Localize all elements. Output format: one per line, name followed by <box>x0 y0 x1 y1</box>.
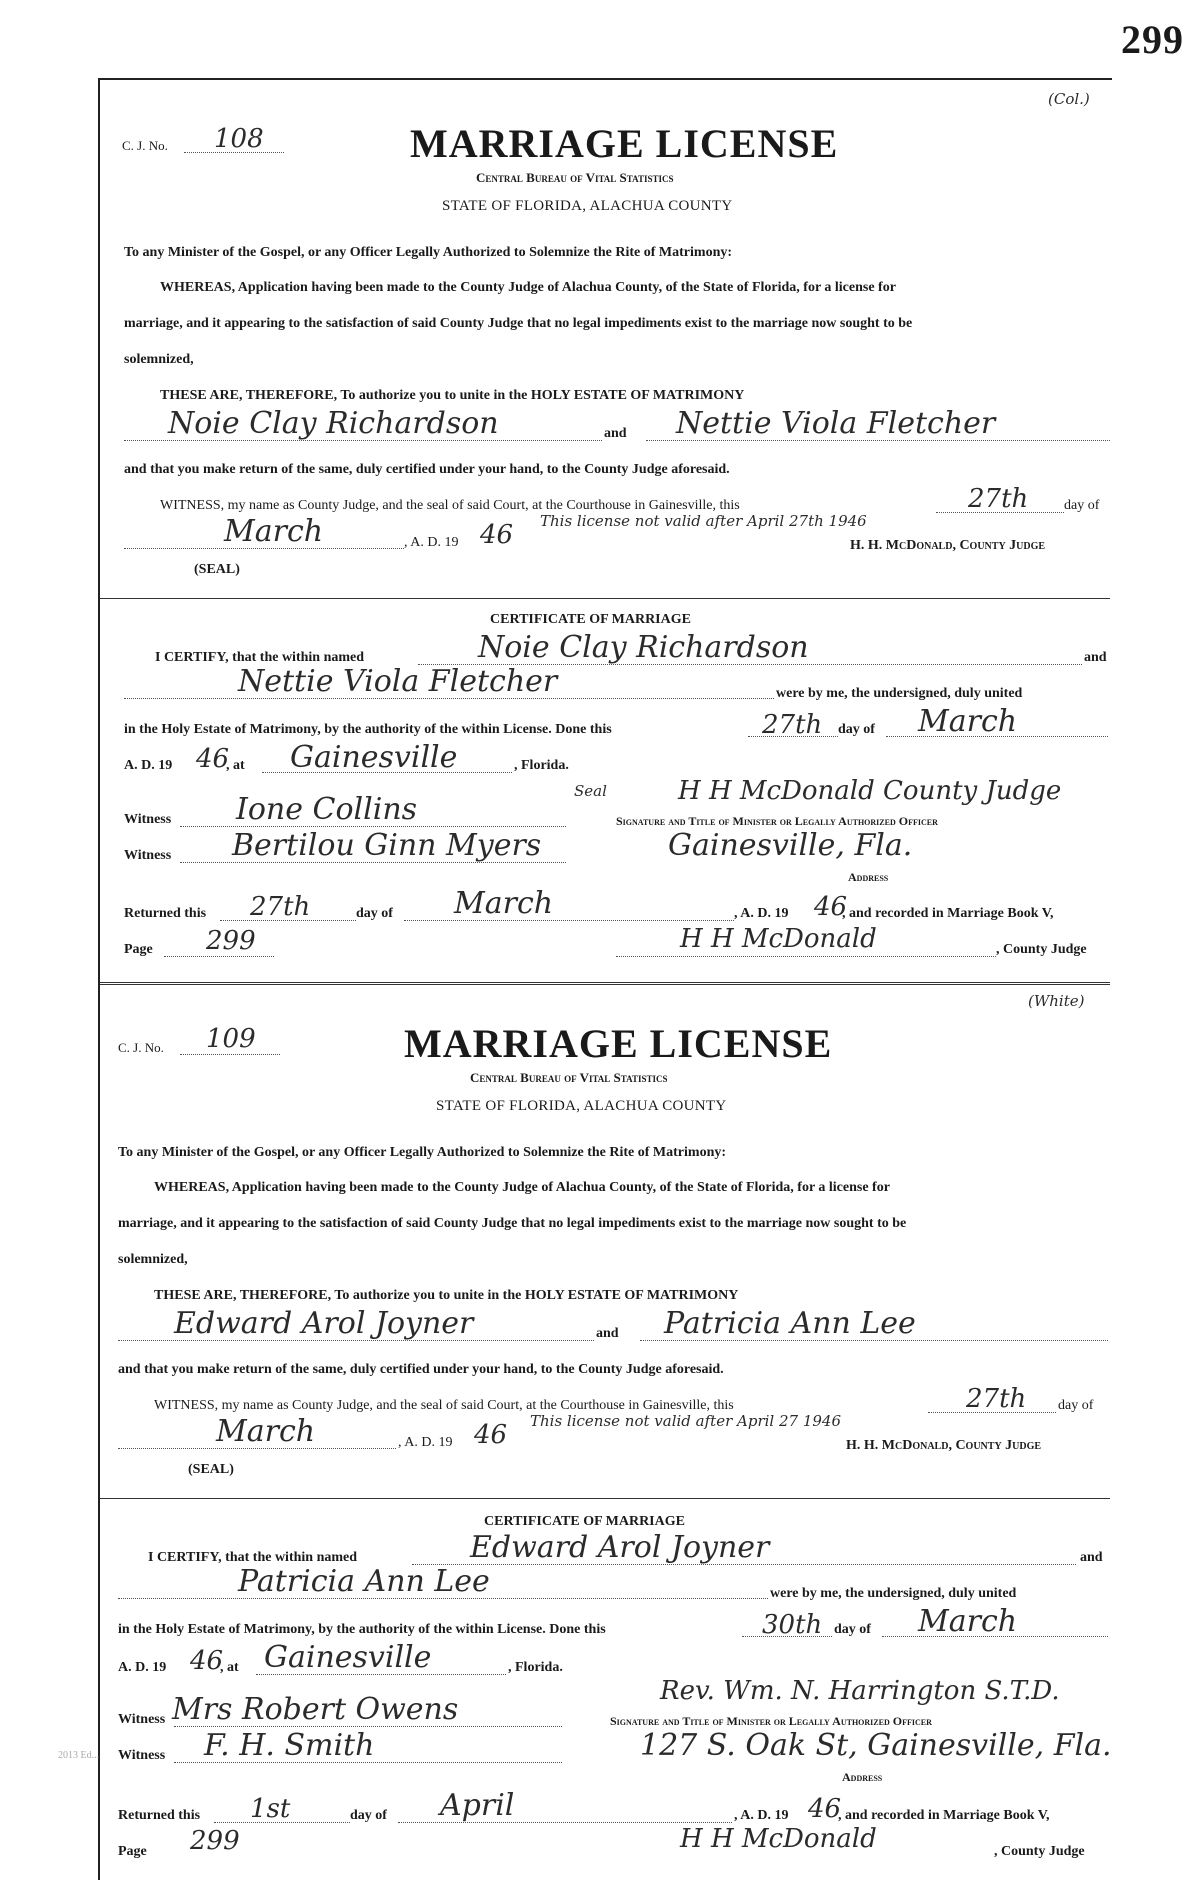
whereas-line-1: WHEREAS, Application having been made to the County Judge of Alachua County, of the State of Florida, for a license for <box>154 1180 890 1195</box>
cert-bride: Nettie Viola Fletcher <box>238 664 558 699</box>
cert-groom: Noie Clay Richardson <box>478 630 809 665</box>
license-day: 27th <box>968 484 1029 514</box>
cert-groom: Edward Arol Joyner <box>470 1530 770 1565</box>
race-note: (White) <box>1028 992 1085 1010</box>
cj-number: 109 <box>206 1024 256 1054</box>
validity-note: This license not valid after April 27th 1946 <box>540 512 867 530</box>
authorization-line: THESE ARE, THEREFORE, To authorize you to unite in the HOLY ESTATE OF MATRIMONY <box>154 1288 739 1303</box>
license-title: MARRIAGE LICENSE <box>410 121 839 166</box>
seal-label: (SEAL) <box>188 1462 234 1477</box>
done-month: March <box>918 1604 1018 1639</box>
certify-line: I CERTIFY, that the within named <box>155 650 365 665</box>
officer-address: Gainesville, Fla. <box>668 828 913 863</box>
state-county: STATE OF FLORIDA, ALACHUA COUNTY <box>436 1098 727 1114</box>
license-month: March <box>224 514 324 549</box>
race-note: (Col.) <box>1048 90 1090 108</box>
cj-number-label: C. J. No. <box>122 138 168 153</box>
page-number: 299 <box>1121 17 1184 62</box>
book-page: 299 <box>206 926 256 956</box>
returned-day: 27th <box>250 892 311 922</box>
county-judge: H. H. McDonald, County Judge <box>846 1438 1042 1453</box>
license-day: 27th <box>966 1384 1027 1414</box>
seal-mark: Seal <box>574 782 607 800</box>
were-united: were by me, the undersigned, duly united <box>770 1586 1017 1601</box>
signature-title-label: Signature and Title of Minister or Legally Authorized Officer <box>610 1714 932 1728</box>
officer-signature: Rev. Wm. N. Harrington S.T.D. <box>660 1676 1060 1706</box>
address-line: To any Minister of the Gospel, or any Officer Legally Authorized to Solemnize the Rite of Matrimony: <box>124 245 733 260</box>
done-month: March <box>918 704 1018 739</box>
cj-number: 108 <box>214 124 264 154</box>
authorization-line: THESE ARE, THEREFORE, To authorize you to unite in the HOLY ESTATE OF MATRIMONY <box>160 388 745 403</box>
bride-name: Nettie Viola Fletcher <box>676 406 996 441</box>
witness-1: Ione Collins <box>236 792 418 827</box>
cert-place: Gainesville <box>264 1640 432 1675</box>
groom-name: Edward Arol Joyner <box>174 1306 474 1341</box>
certificate-title: CERTIFICATE OF MARRIAGE <box>490 612 691 627</box>
state-county: STATE OF FLORIDA, ALACHUA COUNTY <box>442 198 733 214</box>
section-divider <box>100 982 1110 985</box>
address-label: Address <box>842 1770 883 1784</box>
whereas-line-3: solemnized, <box>124 352 194 367</box>
bride-name: Patricia Ann Lee <box>664 1306 916 1341</box>
license-month: March <box>216 1414 316 1449</box>
returned-day: 1st <box>250 1794 291 1824</box>
watermark: 2013 Ed... <box>58 1750 100 1761</box>
validity-note: This license not valid after April 27 1946 <box>530 1412 842 1430</box>
witness-text: WITNESS, my name as County Judge, and the seal of said Court, at the Courthouse in Gainesville, this <box>160 498 740 513</box>
book-page: 299 <box>190 1826 240 1856</box>
whereas-line-2: marriage, and it appearing to the satisfaction of said County Judge that no legal impediments exist to the marriage now sought to be <box>124 316 913 331</box>
done-day: 30th <box>762 1610 823 1640</box>
county-judge: H. H. McDonald, County Judge <box>850 538 1046 553</box>
holy-estate-line: in the Holy Estate of Matrimony, by the authority of the within License. Done this <box>124 722 612 737</box>
certify-line: I CERTIFY, that the within named <box>148 1550 358 1565</box>
judge-signature: H H McDonald <box>680 924 877 954</box>
address-line: To any Minister of the Gospel, or any Officer Legally Authorized to Solemnize the Rite of Matrimony: <box>118 1145 727 1160</box>
returned-month: March <box>454 886 554 921</box>
witness-text: WITNESS, my name as County Judge, and the seal of said Court, at the Courthouse in Gainesville, this <box>154 1398 734 1413</box>
cert-bride: Patricia Ann Lee <box>238 1564 490 1599</box>
whereas-line-2: marriage, and it appearing to the satisfaction of said County Judge that no legal impediments exist to the marriage now sought to be <box>118 1216 907 1231</box>
cert-place: Gainesville <box>290 740 458 775</box>
bureau-name: Central Bureau of Vital Statistics <box>476 170 674 185</box>
license-year: 46 <box>480 520 514 550</box>
whereas-line-3: solemnized, <box>118 1252 188 1267</box>
bureau-name: Central Bureau of Vital Statistics <box>470 1070 668 1085</box>
were-united: were by me, the undersigned, duly united <box>776 686 1023 701</box>
witness-2: F. H. Smith <box>204 1728 375 1763</box>
officer-signature: H H McDonald County Judge <box>678 776 1062 806</box>
license-year: 46 <box>474 1420 508 1450</box>
returned-year: 46 <box>814 892 848 922</box>
groom-name: Noie Clay Richardson <box>168 406 499 441</box>
cert-year: 46 <box>190 1646 224 1676</box>
make-return-line: and that you make return of the same, duly certified under your hand, to the County Judge aforesaid. <box>124 462 730 477</box>
witness-2: Bertilou Ginn Myers <box>232 828 542 863</box>
cert-year: 46 <box>196 744 230 774</box>
seal-label: (SEAL) <box>194 562 240 577</box>
cj-number-label: C. J. No. <box>118 1040 164 1055</box>
license-title: MARRIAGE LICENSE <box>404 1021 833 1066</box>
certificate-title: CERTIFICATE OF MARRIAGE <box>484 1514 685 1529</box>
make-return-line: and that you make return of the same, duly certified under your hand, to the County Judge aforesaid. <box>118 1362 724 1377</box>
holy-estate-line: in the Holy Estate of Matrimony, by the authority of the within License. Done this <box>118 1622 606 1637</box>
address-label: Address <box>848 870 889 884</box>
done-day: 27th <box>762 710 823 740</box>
officer-address: 127 S. Oak St, Gainesville, Fla. <box>640 1728 1112 1763</box>
signature-title-label: Signature and Title of Minister or Legally Authorized Officer <box>616 814 938 828</box>
judge-signature: H H McDonald <box>680 1824 877 1854</box>
returned-year: 46 <box>808 1794 842 1824</box>
whereas-line-1: WHEREAS, Application having been made to the County Judge of Alachua County, of the State of Florida, for a license for <box>160 280 896 295</box>
returned-month: April <box>440 1788 515 1823</box>
witness-1: Mrs Robert Owens <box>172 1692 459 1727</box>
